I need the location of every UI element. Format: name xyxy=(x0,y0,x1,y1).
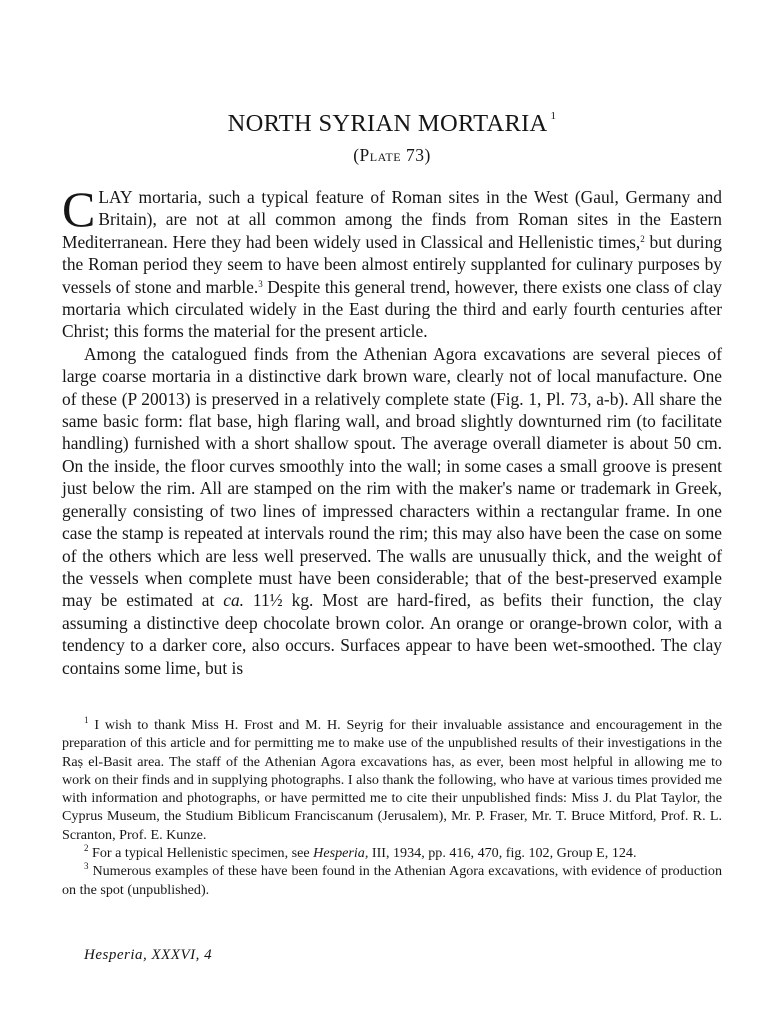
footnote-1-number: 1 xyxy=(84,715,89,725)
footnote-ref-2[interactable]: 2 xyxy=(640,233,645,244)
plate-reference: (Plate 73) xyxy=(353,145,431,165)
plate-label: Plate xyxy=(359,145,402,165)
title-text: NORTH SYRIAN MORTARIA xyxy=(227,110,548,137)
paragraph-2: Among the catalogued finds from the Athenian Agora excavations are several pieces of large coarse mortaria in a distinctive dark brown ware, clearly not of local manufacture. One of these (P 20013) is preserved in a relatively complete state (Fig. 1, Pl. 73, a-b). All share the same basic form: flat base, high flaring wall, and broad slightly downturned rim (to facilitate handling) furnished with a short shallow spout. The average overall diameter is about 50 cm. On the inside, the floor curves smoothly into the wall; in some cases a small groove is present just below the rim. All are stamped on the rim with the maker's name or trademark in Greek, generally consisting of two lines of impressed characters within a rectangular frame. In one case the stamp is repeated at intervals round the rim; this may also have been the case on some of the others which are less well preserved. The walls are unusually thick, and the weight of the vessels when complete must have been considerable; that of the best-preserved example may be estimated at ca. 11½ kg. Most are hard-fired, as befits their function, the clay assuming a distinctive deep chocolate brown color. An orange or orange-brown color, with a tendency to a darker core, also occurs. Surfaces appear to have been wet-smoothed. The clay contains some lime, but is xyxy=(62,343,722,678)
footnote-2: $^2$ For a typical Hellenistic specimen, see Hesperia, III, 1934, pp. 416, 470, fig. 102, Group E, 124. xyxy=(84,843,637,862)
footnote-1: $^1$ I wish to thank Miss H. Frost and M. H. Seyrig for their invaluable assistance and encouragement in the preparation of this article and for permitting me to make use of the unpublished results of their investigations in the Raṣ el-Basit area. The staff of the Athenian Agora excavations has, as ever, been most helpful in allowing me to work on their finds and in supplying photographs. I also thank the following, who have at various times provided me with information and photographs, or have permitted me to cite their unpublished finds: Miss J. du Plat Taylor, the Cyprus Museum, the Studium Biblicum Franciscanum (Jerusalem), Mr. P. Fraser, Mr. T. Bruce Mitford, Prof. R. L. Scranton, Prof. E. Kunze. xyxy=(62,715,722,843)
circa-abbrev: ca. xyxy=(223,590,244,611)
footnote-2-number: 2 xyxy=(84,843,89,854)
plate-number: 73) xyxy=(401,145,431,165)
footnotes xyxy=(62,716,722,899)
journal-title: Hesperia, xyxy=(313,845,369,862)
article-title xyxy=(62,100,722,140)
journal-citation: Hesperia, XXXVI, 4 xyxy=(84,947,213,963)
footnote-3: $^3$ Numerous examples of these have been found in the Athenian Agora excavations, with evidence of production on the spot (unpublished). xyxy=(62,861,722,898)
title-footnote-ref[interactable]: 1 xyxy=(550,110,557,122)
footnote-3-number: 3 xyxy=(84,861,89,872)
drop-cap: C xyxy=(62,181,96,237)
paragraph-1: CLAY mortaria, such a typical feature of Roman sites in the West (Gaul, Germany and Britain), are not at all common among the finds from Roman sites in the Eastern Mediterranean. Here they had been widely used in Classical and Hellenistic times,$^2$ but during the Roman period they seem to have been almost entirely supplanted for culinary purposes by vessels of stone and marble.$^3$ Despite this general trend, however, there exists one class of clay mortaria which circulated widely in the East during the third and early fourth centuries after Christ; this forms the material for the present article. xyxy=(62,181,722,342)
footnote-ref-3[interactable]: 3 xyxy=(258,278,263,289)
article-body xyxy=(62,181,722,679)
